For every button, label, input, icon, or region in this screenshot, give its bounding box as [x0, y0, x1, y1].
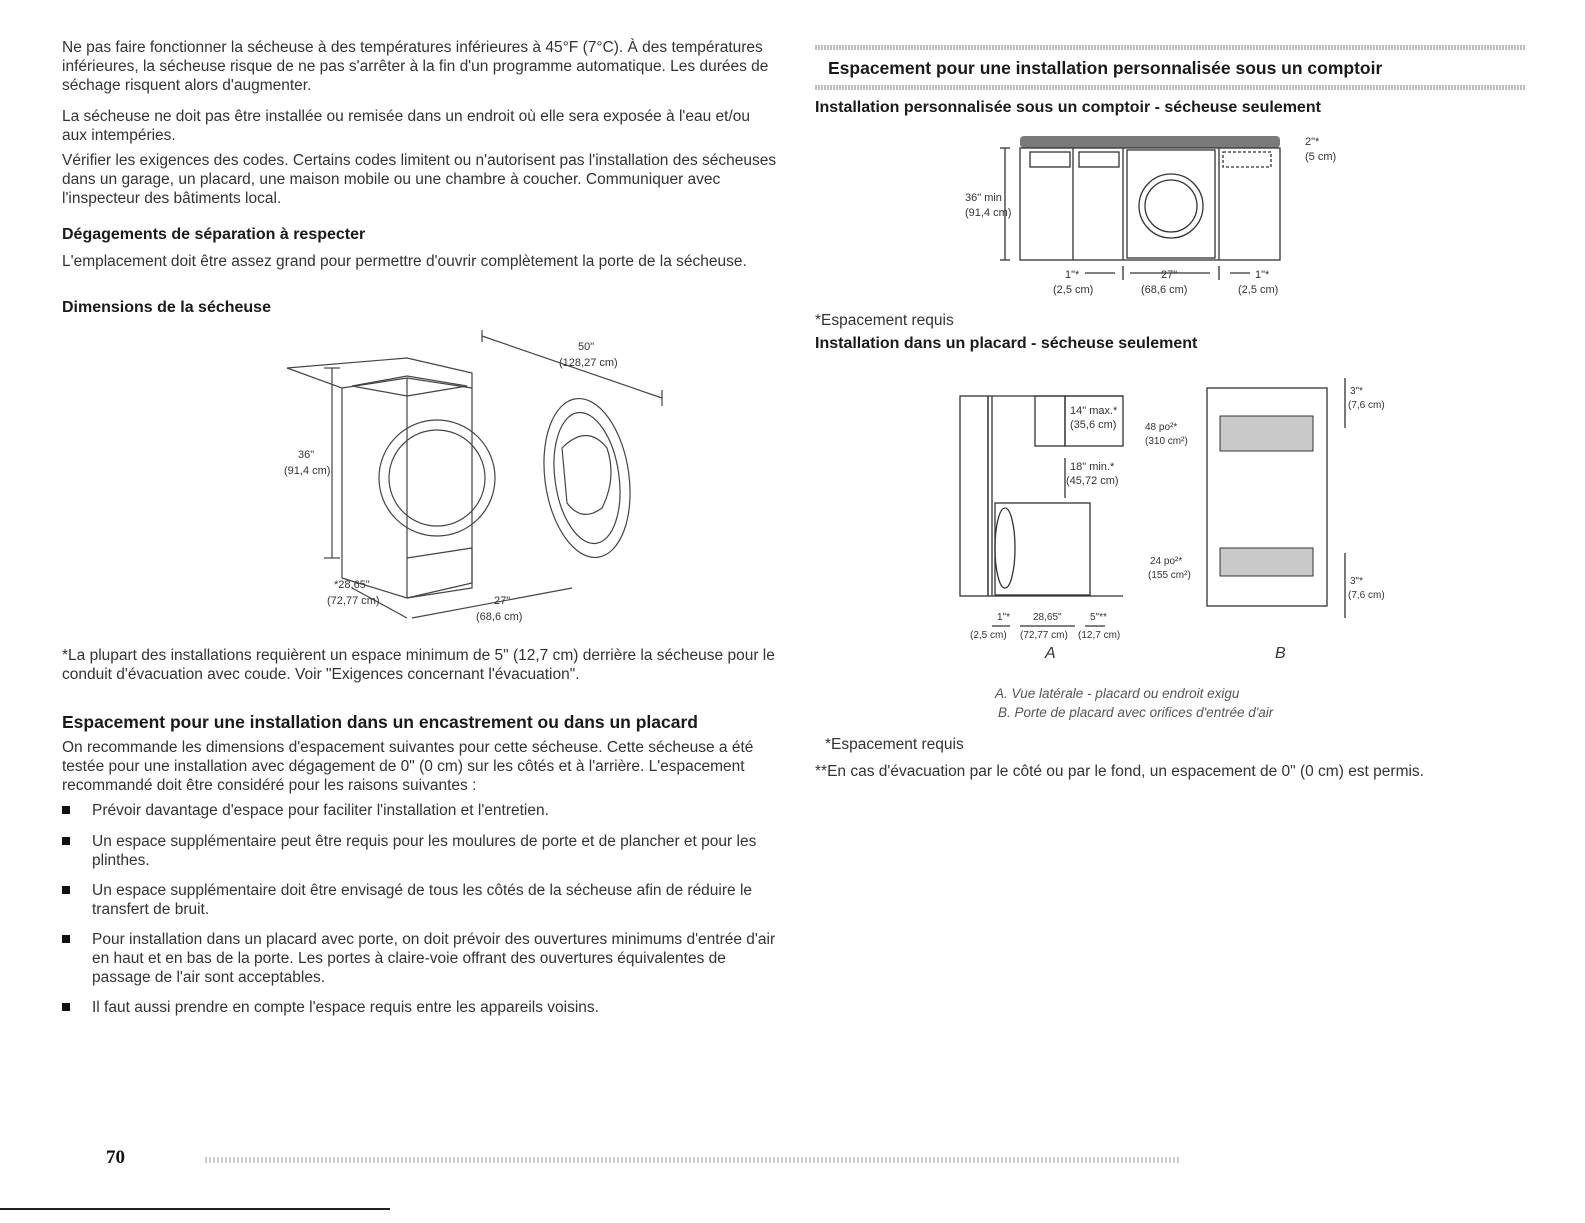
cl-max: 14" max.* — [1070, 405, 1118, 417]
dim-height-cm: (91,4 cm) — [284, 465, 331, 477]
cl-label-a: A — [1045, 645, 1056, 658]
dim-depth: *28,65" — [334, 579, 370, 591]
bullet-icon — [62, 806, 70, 814]
uc-side-left-cm: (2,5 cm) — [1053, 284, 1094, 296]
uc-height: 36" min — [965, 192, 1002, 204]
cl-max-cm: (35,6 cm) — [1070, 419, 1117, 431]
cl-top-gap-cm: (7,6 cm) — [1348, 400, 1385, 411]
undercounter-note: *Espacement requis — [815, 312, 954, 329]
closet-heading: Installation dans un placard - sécheuse seulement — [815, 335, 1198, 352]
uc-side-right: 1"* — [1255, 269, 1270, 281]
cl-bottom-opening-cm: (155 cm²) — [1148, 570, 1191, 581]
clearance-heading: Dégagements de séparation à respecter — [62, 226, 366, 243]
bullet-icon — [62, 886, 70, 894]
dim-width-cm: (68,6 cm) — [476, 611, 523, 623]
cl-back-cm: (12,7 cm) — [1078, 630, 1121, 641]
dimensions-note: *La plupart des installations requièrent un espace minimum de 5" (12,7 cm) derrière la sécheuse pour le conduit d'évacuation avec coude. Voir "Exigences concernant l'évacuation". — [62, 647, 775, 683]
cl-top-gap: 3"* — [1350, 386, 1364, 397]
undercounter-illustration — [965, 128, 1385, 303]
dimensions-heading: Dimensions de la sécheuse — [62, 299, 271, 316]
alcove-heading: Espacement pour une installation dans un encastrement ou dans un placard — [62, 712, 698, 732]
dryer-dimensions-illustration — [232, 328, 702, 638]
uc-width-cm: (68,6 cm) — [1141, 284, 1188, 296]
bullet-icon — [62, 837, 70, 845]
clearance-text: L'emplacement doit être assez grand pour permettre d'ouvrir complètement la porte de la sécheuse. — [62, 253, 747, 270]
alcove-text: On recommande les dimensions d'espacement suivantes pour cette sécheuse. Cette sécheuse a été testée pour une installation avec dégagement de 0" (0 cm) sur les côtés et à l'arrière. L'espacement recommandé doit être considéré pour les raisons suivantes : — [62, 739, 754, 794]
section-band-top — [815, 45, 1525, 50]
closet-note-1: *Espacement requis — [825, 736, 964, 753]
uc-side-left: 1"* — [1065, 269, 1080, 281]
undercounter-section-heading: Espacement pour une installation personnalisée sous un comptoir — [828, 58, 1383, 78]
cl-bottom-opening: 24 po²* — [1150, 556, 1183, 567]
cl-side: 1"* — [997, 612, 1011, 623]
bottom-edge-line — [0, 1208, 390, 1210]
cl-back: 5"** — [1090, 612, 1107, 623]
undercounter-heading: Installation personnalisée sous un comptoir - sécheuse seulement — [815, 99, 1321, 116]
uc-side-right-cm: (2,5 cm) — [1238, 284, 1279, 296]
closet-illustration — [945, 368, 1395, 658]
cl-bottom-gap-cm: (7,6 cm) — [1348, 590, 1385, 601]
caption-b: B. Porte de placard avec orifices d'entrée d'air — [998, 705, 1274, 720]
dim-height: 36" — [298, 449, 315, 461]
uc-top: 2"* — [1305, 136, 1320, 148]
cl-min: 18" min.* — [1070, 461, 1115, 473]
uc-width: 27" — [1161, 269, 1178, 281]
footer-rule — [205, 1157, 1180, 1163]
uc-height-cm: (91,4 cm) — [965, 207, 1012, 219]
uc-top-cm: (5 cm) — [1305, 151, 1337, 163]
bullet-icon — [62, 1003, 70, 1011]
cl-depth-cm: (72,77 cm) — [1020, 630, 1068, 641]
cl-top-opening: 48 po²* — [1145, 422, 1178, 433]
cl-label-b: B — [1275, 645, 1286, 658]
intro-paragraph-1: Ne pas faire fonctionner la sécheuse à des températures inférieures à 45°F (7°C). À des températures inférieures, la sécheuse risque de ne pas s'arrêter à la fin d'un programme automatique. Les durées de séchage risquent alors d'augmenter. — [62, 39, 769, 94]
page-number: 70 — [106, 1147, 125, 1168]
intro-paragraph-2: La sécheuse ne doit pas être installée ou remisée dans un endroit où elle sera exposée à l'eau et/ou aux intempéries. — [62, 108, 751, 144]
section-band-bottom — [815, 85, 1525, 90]
cl-side-cm: (2,5 cm) — [970, 630, 1007, 641]
cl-top-opening-cm: (310 cm²) — [1145, 436, 1188, 447]
dim-depth-cm: (72,77 cm) — [327, 595, 380, 607]
cl-bottom-gap: 3"* — [1350, 576, 1364, 587]
dim-depth-open: 50" — [578, 341, 595, 353]
cl-depth: 28,65" — [1033, 612, 1062, 623]
caption-a: A. Vue latérale - placard ou endroit exigu — [995, 686, 1240, 701]
dim-width: 27" — [494, 595, 511, 607]
bullet-icon — [62, 935, 70, 943]
cl-min-cm: (45,72 cm) — [1066, 475, 1119, 487]
closet-note-2: **En cas d'évacuation par le côté ou par le fond, un espacement de 0" (0 cm) est permis. — [815, 763, 1424, 780]
intro-paragraph-3: Vérifier les exigences des codes. Certains codes limitent ou n'autorisent pas l'installation des sécheuses dans un garage, un placard, une maison mobile ou une chambre à coucher. Communiquer avec l'inspecteur des bâtiments local. — [62, 152, 777, 207]
dim-depth-open-cm: (128,27 cm) — [559, 357, 618, 369]
